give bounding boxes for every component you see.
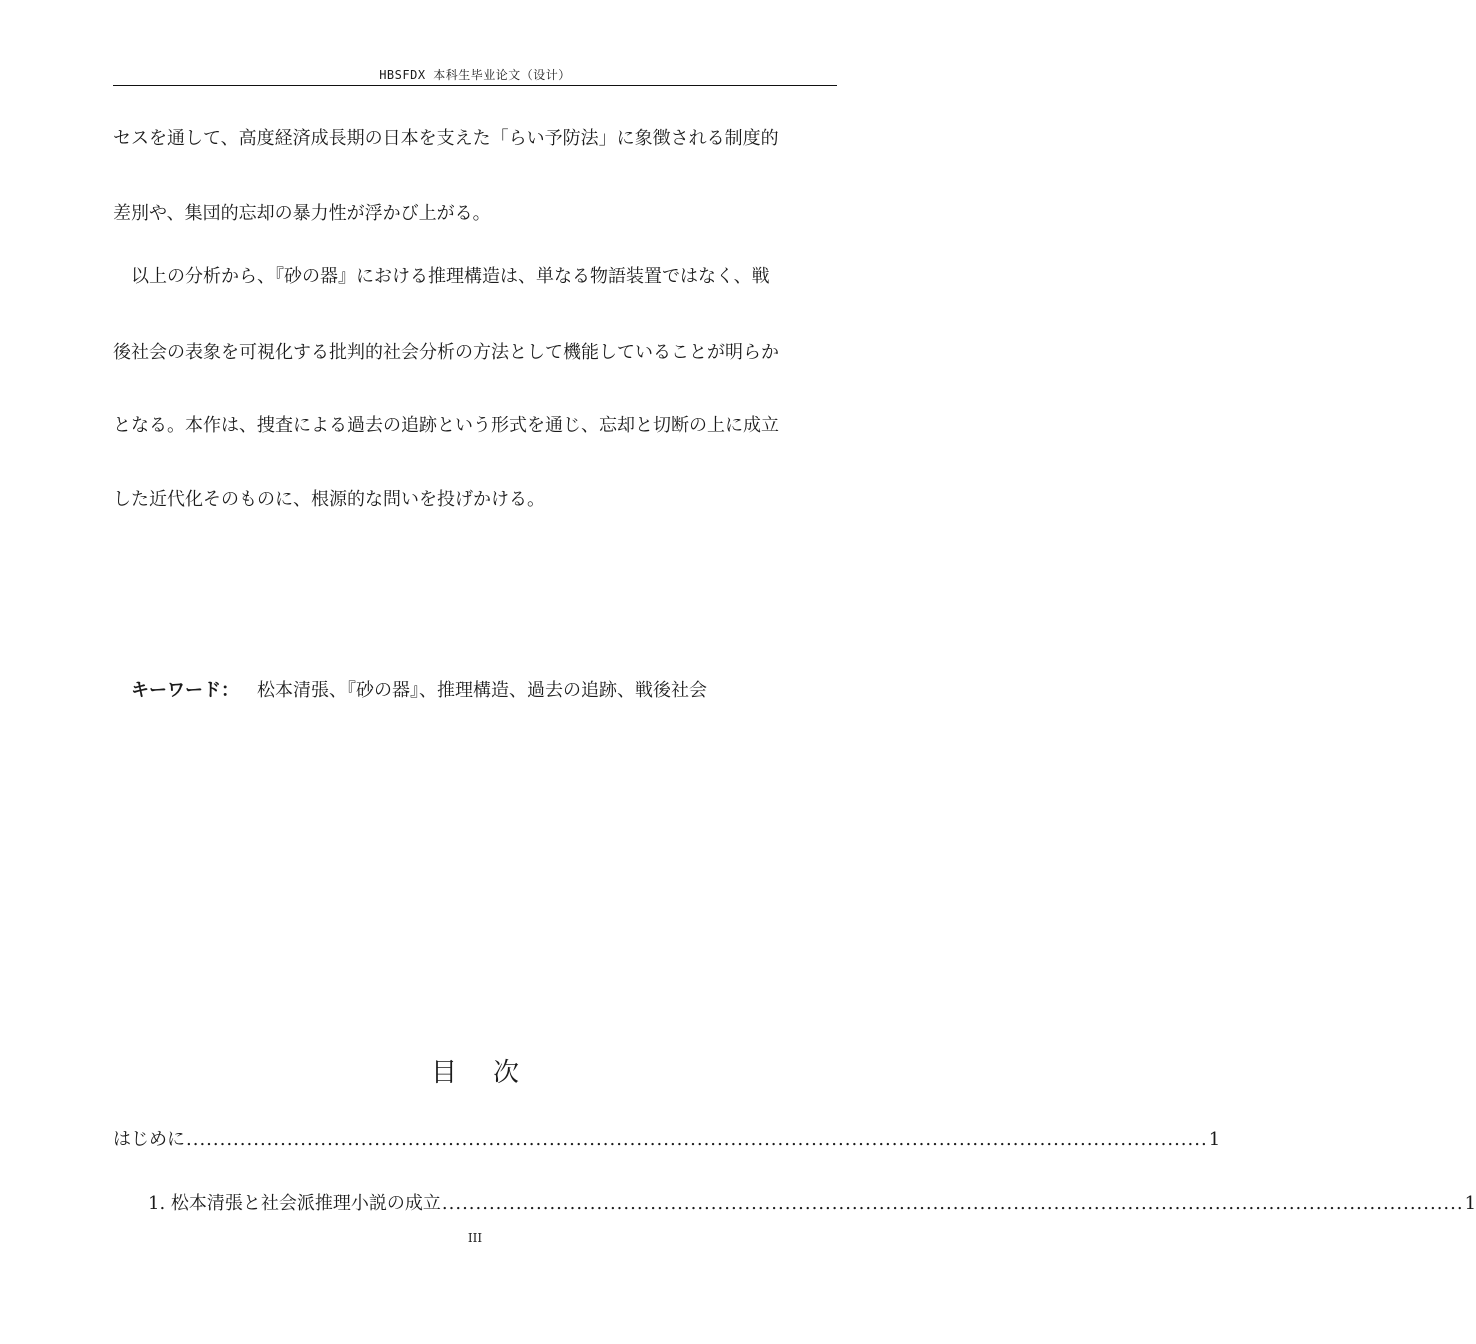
body-line-3: 以上の分析から、『砂の器』における推理構造は、単なる物語装置ではなく、戦 xyxy=(131,266,770,287)
toc-entry-page: 1 xyxy=(1464,1193,1476,1214)
body-line-5: となる。本作は、捜査による過去の追跡という形式を通じ、忘却と切断の上に成立 xyxy=(113,415,779,436)
header-rule xyxy=(113,85,837,86)
toc-entry-page: 1 xyxy=(1208,1129,1221,1150)
toc-leader-dots: ........................................................................................................................................................ xyxy=(186,1129,1208,1150)
body-line-2: 差別や、集団的忘却の暴力性が浮かび上がる。 xyxy=(113,203,491,224)
toc-entry-label: 1. 松本清張と社会派推理小説の成立 xyxy=(148,1193,441,1214)
keywords-label: キーワード： xyxy=(131,680,239,701)
toc-title xyxy=(113,1056,837,1090)
keywords-text: 松本清張、『砂の器』、推理構造、過去の追跡、戦後社会 xyxy=(257,680,707,701)
toc-title-char-1: 目 xyxy=(430,1058,457,1088)
toc-title-char-2: 次 xyxy=(493,1058,520,1088)
toc-leader-dots: ........................................................................................................................................................ xyxy=(441,1193,1464,1214)
keywords-section xyxy=(131,679,707,703)
toc-entry-label: はじめに xyxy=(113,1129,185,1150)
body-line-1: セスを通して、高度経済成長期の日本を支えた「らい予防法」に象徴される制度的 xyxy=(113,128,779,149)
page-header: HBSFDX 本科生毕业论文（设计） xyxy=(379,68,571,82)
page-number: III xyxy=(467,1231,483,1245)
body-line-4: 後社会の表象を可視化する批判的社会分析の方法として機能していることが明らか xyxy=(113,342,779,363)
body-line-6: した近代化そのものに、根源的な問いを投げかける。 xyxy=(113,489,545,510)
toc-entry[interactable] xyxy=(113,1128,1221,1152)
toc-entry[interactable] xyxy=(148,1192,1476,1216)
